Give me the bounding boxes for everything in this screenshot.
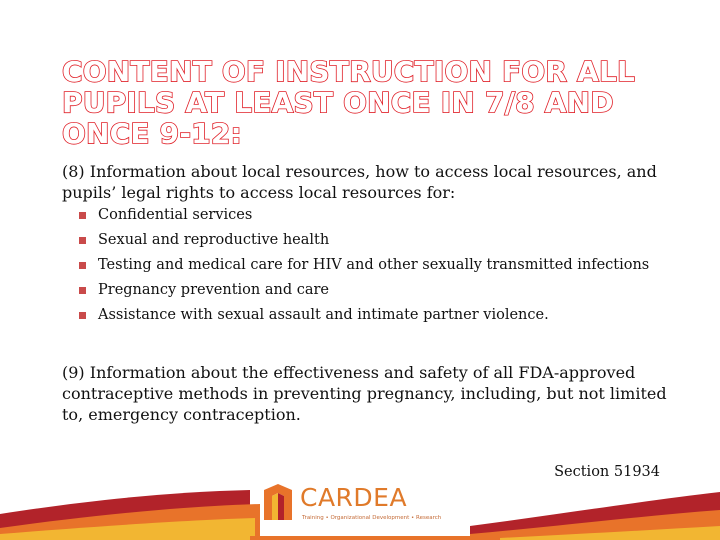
paragraph-9: (9) Information about the effectiveness and safety of all FDA-approved contraceptive methods in preventing pregnancy, including, but not limited to, emergency contraception. xyxy=(62,363,667,424)
square-bullet-icon xyxy=(79,287,86,294)
list-item-text: Assistance with sexual assault and intimate partner violence. xyxy=(98,307,549,323)
slide-title-line: ONCE 9-12: xyxy=(62,117,242,150)
resource-bullet-list xyxy=(78,206,658,331)
list-item xyxy=(78,231,658,250)
section-reference: Section 51934 xyxy=(554,464,660,480)
logo-tagline: Training • Organizational Development • Research xyxy=(302,515,442,521)
list-item-text: Confidential services xyxy=(98,207,253,223)
list-item xyxy=(78,281,658,300)
cardea-logo xyxy=(262,482,462,530)
cardea-logo-mark-icon xyxy=(262,482,294,522)
footer-band-base xyxy=(250,536,470,540)
list-item xyxy=(78,306,658,325)
square-bullet-icon xyxy=(79,262,86,269)
logo-wordmark: CARDEA xyxy=(300,483,408,512)
slide-title xyxy=(62,56,682,149)
paragraph-8: (8) Information about local resources, how to access local resources, and pupils’ legal rights to access local resources for: xyxy=(62,162,657,202)
list-item-text: Sexual and reproductive health xyxy=(98,232,330,248)
list-item xyxy=(78,256,658,275)
list-item-text: Pregnancy prevention and care xyxy=(98,282,329,298)
list-item-text: Testing and medical care for HIV and other sexually transmitted infections xyxy=(98,257,650,273)
slide-title-line: PUPILS AT LEAST ONCE IN 7/8 AND xyxy=(62,86,614,119)
square-bullet-icon xyxy=(79,212,86,219)
square-bullet-icon xyxy=(79,312,86,319)
list-item xyxy=(78,206,658,225)
slide-title-line: CONTENT OF INSTRUCTION FOR ALL xyxy=(62,55,636,88)
square-bullet-icon xyxy=(79,237,86,244)
